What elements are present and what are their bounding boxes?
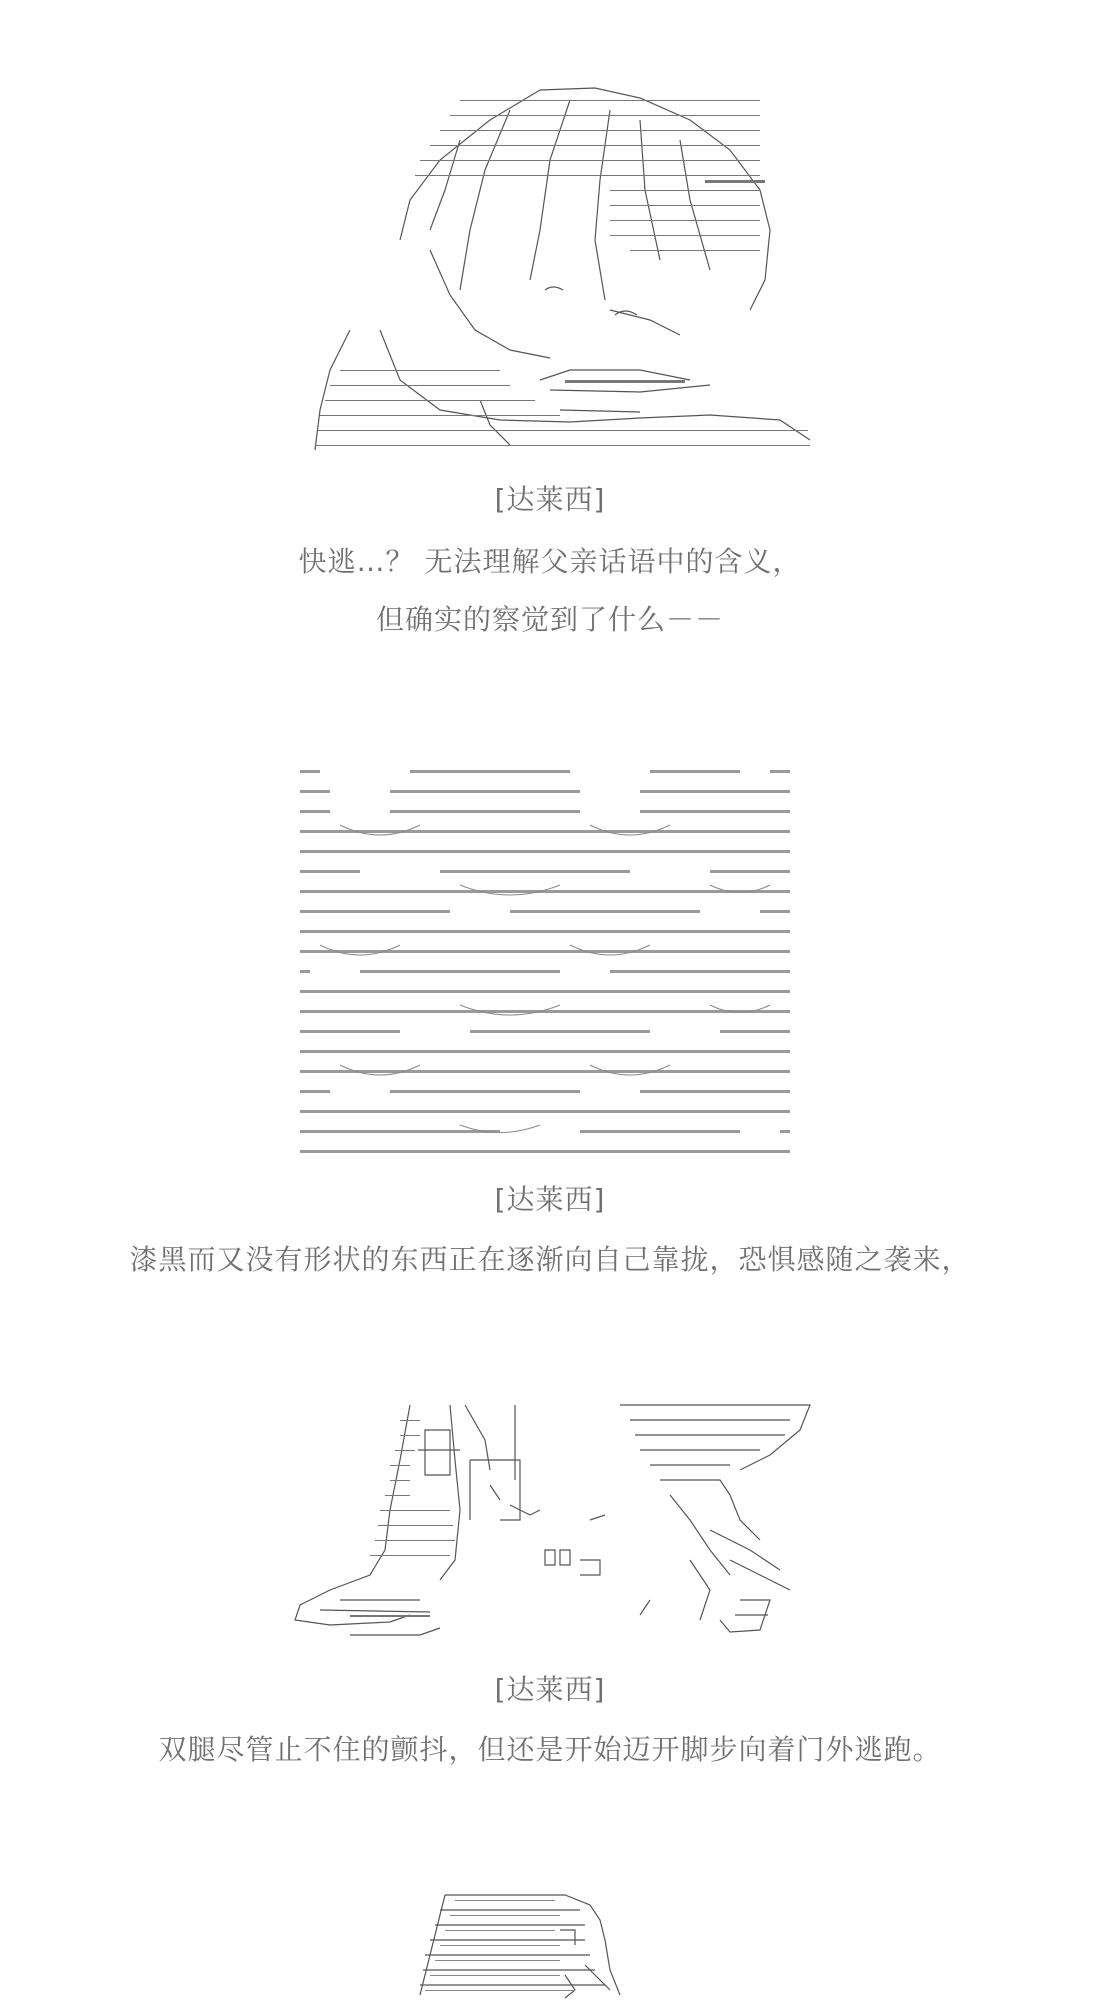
ascii-art-head: [310, 80, 820, 460]
narration-line: 漆黑而又没有形状的东西正在逐渐向自己靠拢，恐惧感随之袭来，: [129, 1243, 971, 1276]
ascii-art-pattern-svg: [300, 765, 800, 1160]
ascii-art-partial: [415, 1890, 645, 2000]
ascii-art-pattern: [300, 765, 800, 1160]
ascii-art-partial-svg: [415, 1890, 645, 2000]
narration-line: 双腿尽管止不住的颤抖，但还是开始迈开脚步向着门外逃跑。: [158, 1733, 942, 1766]
speaker-label: [达莱西]: [494, 1183, 606, 1216]
speaker-label: [达莱西]: [494, 1673, 606, 1706]
narration-line: 快逃…？ 无法理解父亲话语中的含义，: [298, 545, 802, 578]
narration-line: 但确实的察觉到了什么－－: [375, 603, 724, 636]
ascii-art-head-svg: [310, 80, 820, 460]
ascii-art-legs: [290, 1400, 820, 1650]
ascii-art-legs-svg: [290, 1400, 820, 1650]
speaker-label: [达莱西]: [494, 483, 606, 516]
